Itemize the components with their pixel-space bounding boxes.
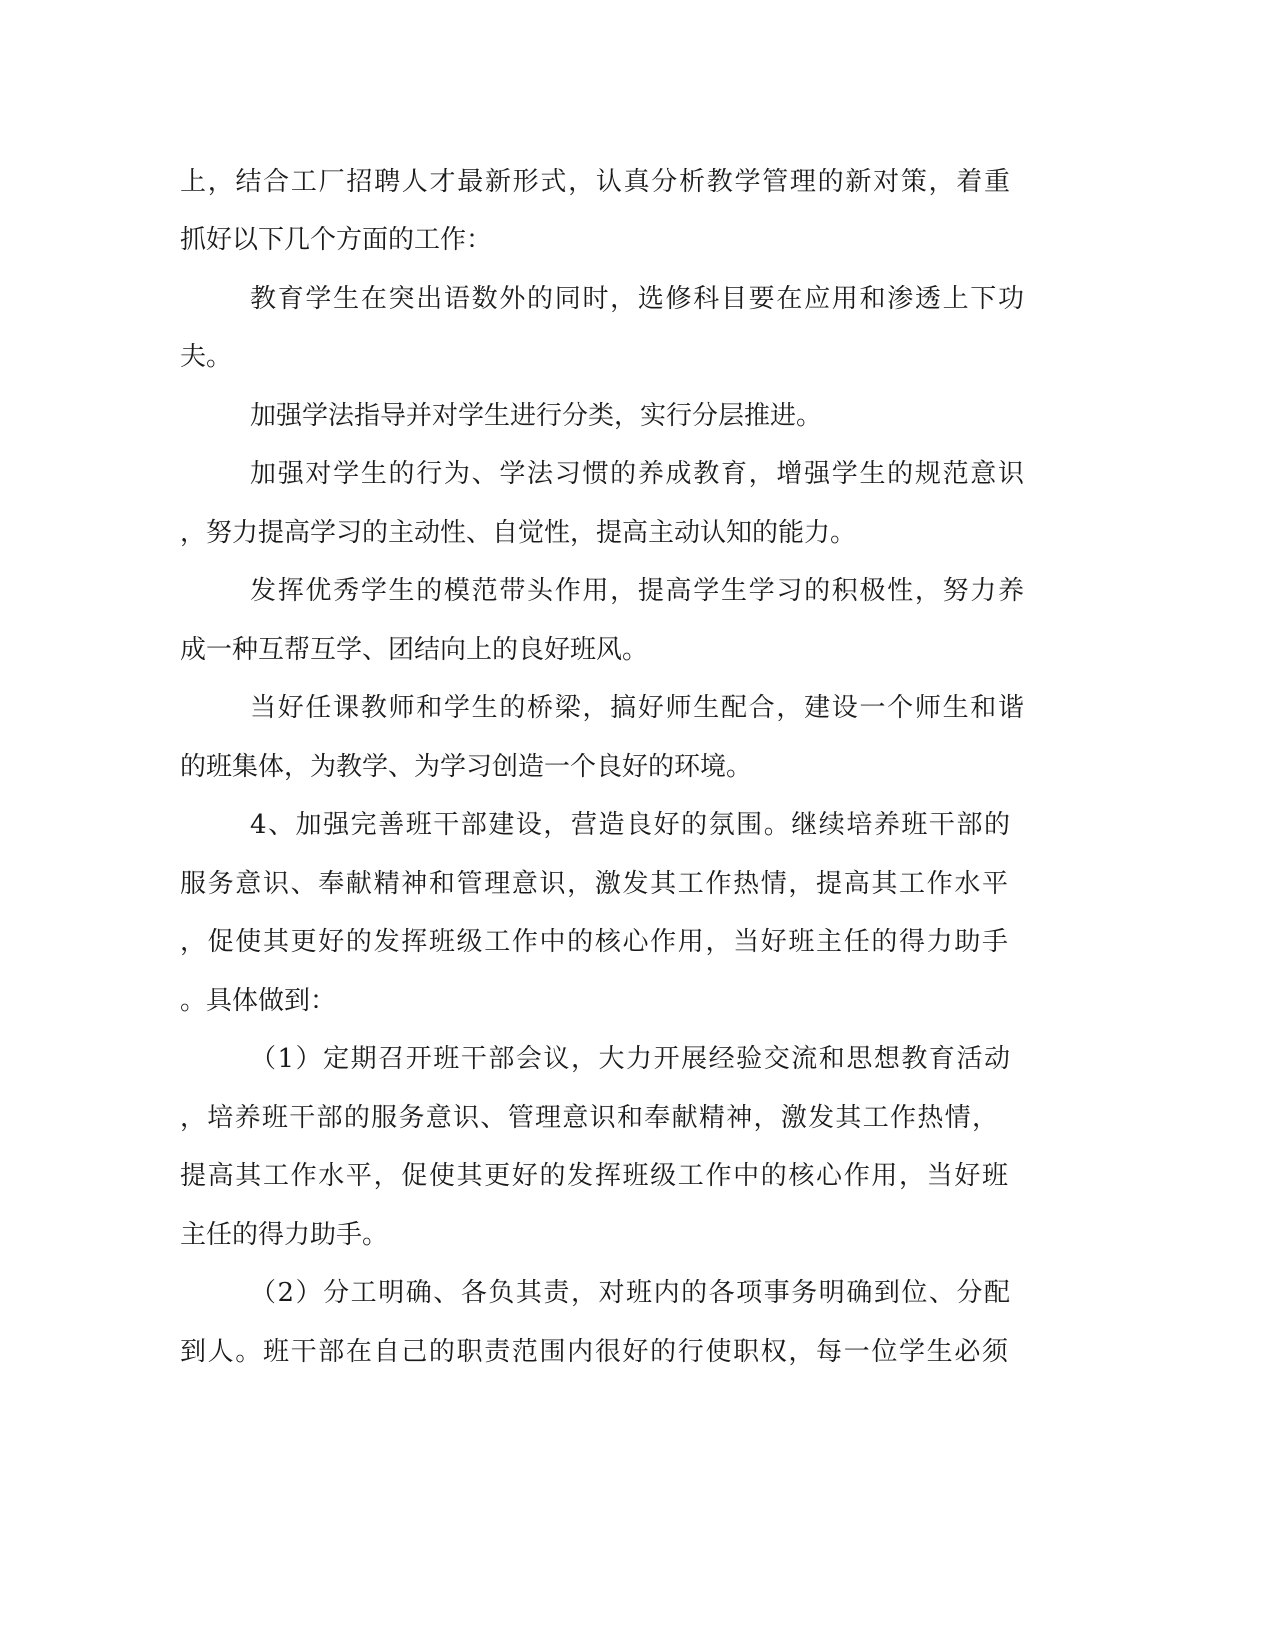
text-line: ，努力提高学习的主动性、自觉性，提高主动认知的能力。 [180,518,857,548]
text-line: 服务意识、奉献精神和管理意识，激发其工作热情，提高其工作水平 [180,869,1008,899]
text-line: （2）分工明确、各负其责，对班内的各项事务明确到位、分配 [250,1278,1010,1308]
text-line: 成一种互帮互学、团结向上的良好班风。 [180,635,649,665]
text-line: 的班集体，为教学、为学习创造一个良好的环境。 [180,752,753,782]
text-line: 夫。 [180,342,233,372]
text-line: 加强学法指导并对学生进行分类，实行分层推进。 [250,401,823,431]
text-line: 当好任课教师和学生的桥梁，搞好师生配合，建设一个师生和谐 [250,693,1024,723]
text-line: 提高其工作水平，促使其更好的发挥班级工作中的核心作用，当好班 [180,1161,1008,1191]
text-line: 抓好以下几个方面的工作： [180,225,493,255]
text-line: 主任的得力助手。 [180,1220,389,1250]
text-line: ，培养班干部的服务意识、管理意识和奉献精神，激发其工作热情， [180,1103,998,1133]
text-line: 上，结合工厂招聘人才最新形式，认真分析教学管理的新对策，着重 [180,167,1010,197]
text-line: 4、加强完善班干部建设，营造良好的氛围。继续培养班干部的 [250,810,1010,840]
text-line: （1）定期召开班干部会议，大力开展经验交流和思想教育活动 [250,1044,1010,1074]
text-line: 发挥优秀学生的模范带头作用，提高学生学习的积极性，努力养 [250,576,1024,606]
text-line: 教育学生在突出语数外的同时，选修科目要在应用和渗透上下功 [250,284,1024,314]
text-line: ，促使其更好的发挥班级工作中的核心作用，当好班主任的得力助手 [180,927,1008,957]
text-line: 。具体做到： [180,986,337,1016]
text-line: 到人。班干部在自己的职责范围内很好的行使职权，每一位学生必须 [180,1337,1008,1367]
text-line: 加强对学生的行为、学法习惯的养成教育，增强学生的规范意识 [250,459,1024,489]
